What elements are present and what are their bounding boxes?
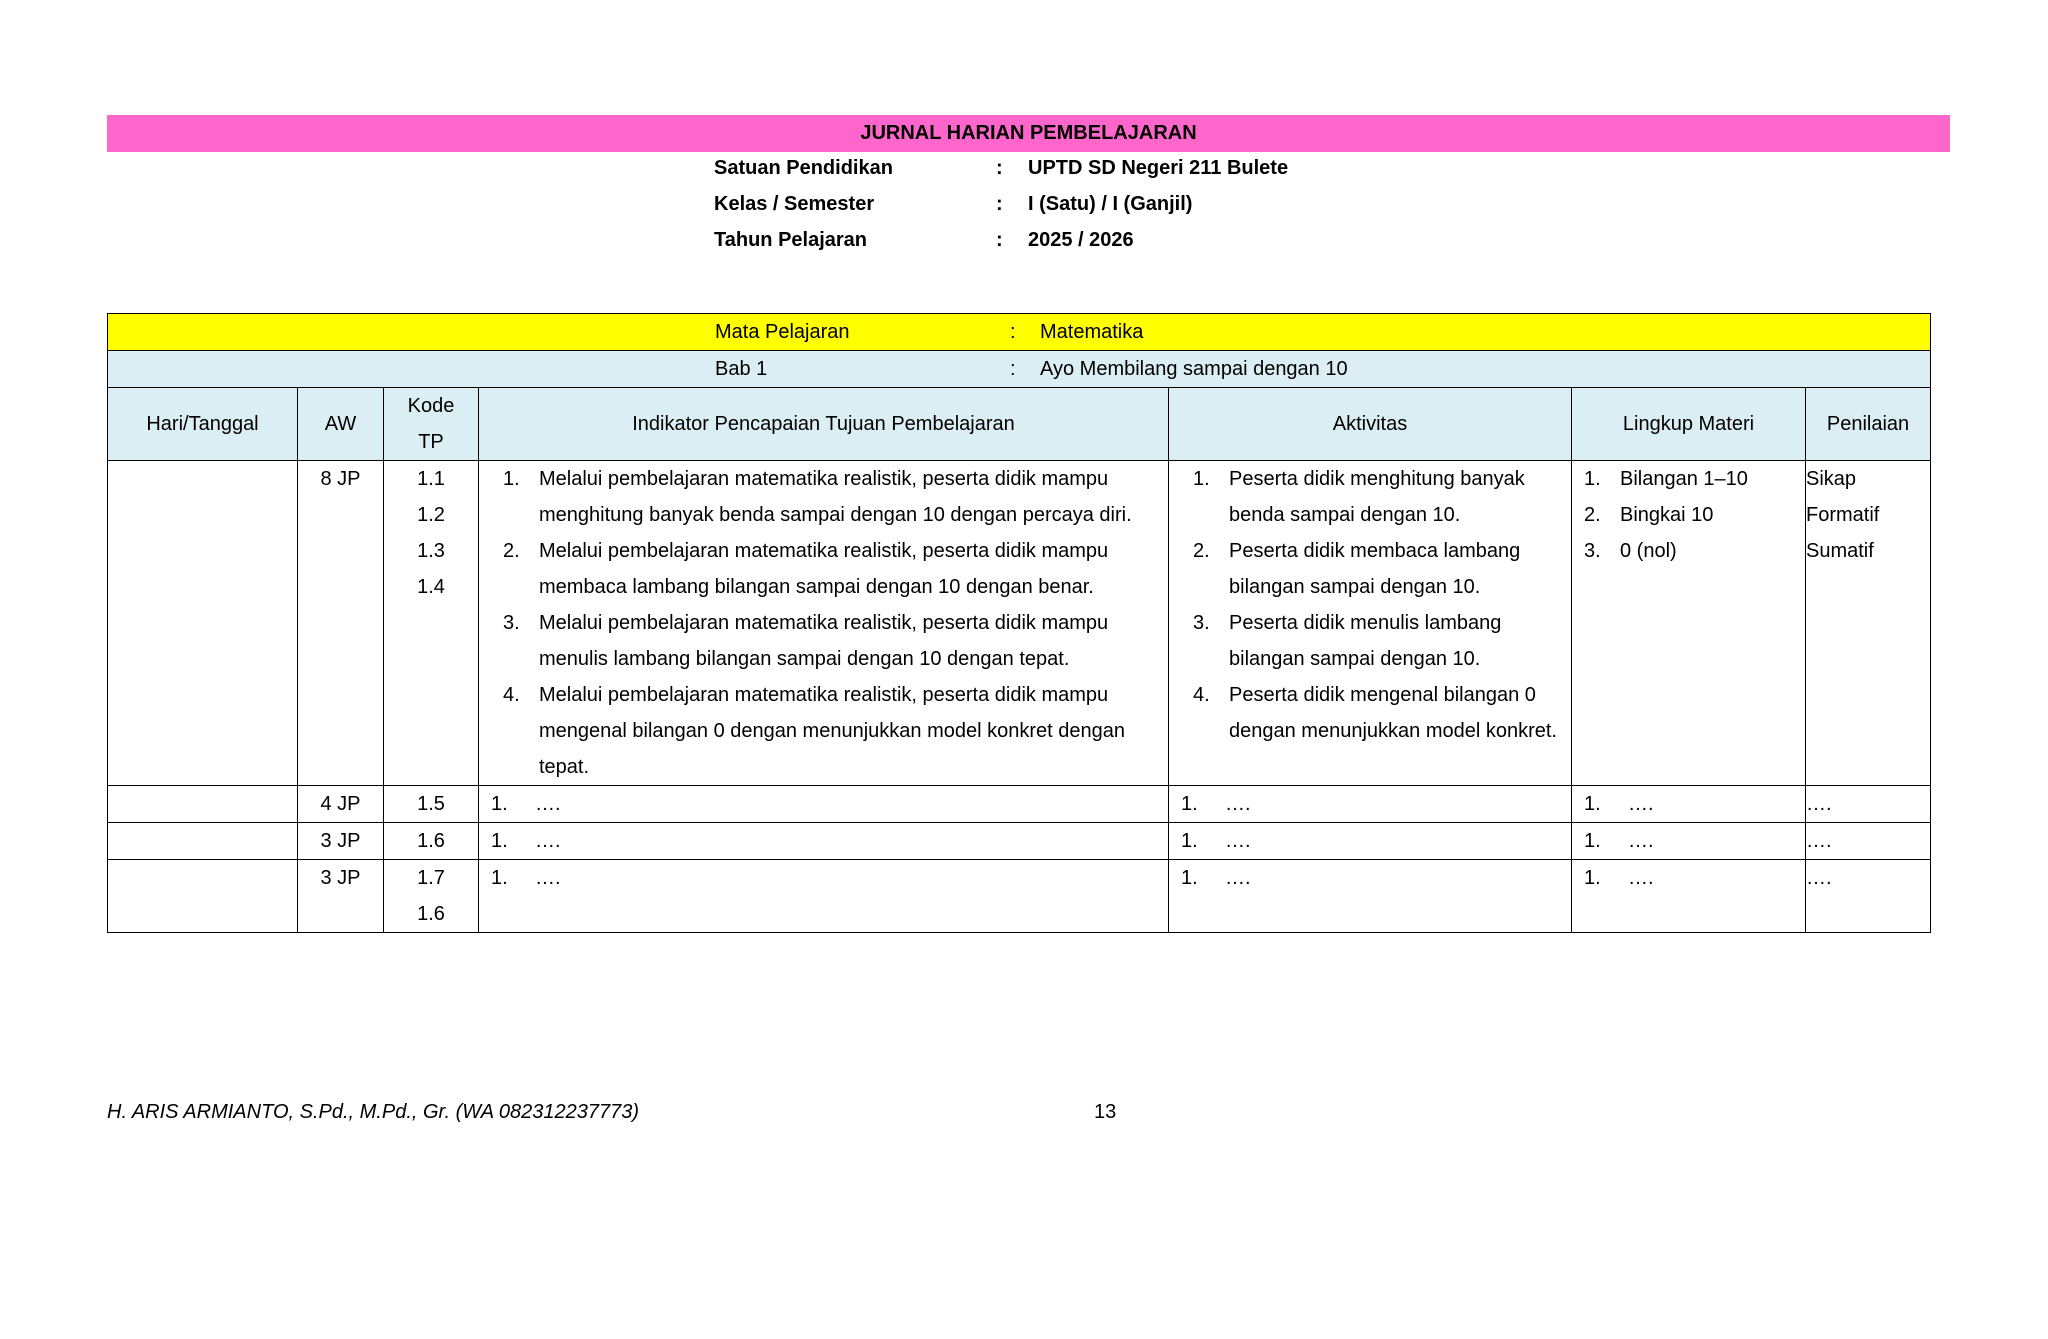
cell-hari [108, 823, 298, 860]
cell-aw: 8 JP [298, 461, 384, 786]
kode-value: 1.7 [417, 867, 445, 889]
cell-lingkup: 1. …. [1572, 823, 1806, 860]
chapter-colon: : [1010, 358, 1016, 380]
cell-aktivitas [1169, 461, 1572, 786]
list-item: 1. Bilangan 1–10 [1584, 468, 1748, 490]
chapter-label: Bab 1 [715, 358, 768, 380]
meta-row-kelas [714, 186, 1288, 222]
cell-hari [108, 786, 298, 823]
cell-penilaian: …. [1806, 786, 1931, 823]
chapter-row [108, 351, 1931, 388]
meta-row-satuan [714, 150, 1288, 186]
cell-lingkup: 1. …. [1572, 860, 1806, 933]
kode-value: 1.6 [417, 903, 445, 925]
column-header-row [108, 388, 1931, 461]
header-kode-line2: TP [418, 431, 444, 453]
subject-value: Matematika [1040, 321, 1144, 343]
meta-label: Satuan Pendidikan [714, 157, 893, 179]
header-kode [384, 388, 479, 461]
cell-kode [384, 461, 479, 786]
cell-aw: 3 JP [298, 860, 384, 933]
header-kode-line1: Kode [407, 395, 455, 417]
cell-hari [108, 461, 298, 786]
cell-indikator [479, 461, 1169, 786]
kode-value: 1.2 [417, 504, 445, 526]
list-item: 3. 0 (nol) [1584, 540, 1677, 562]
page-number: 13 [1094, 1101, 1117, 1123]
cell-aktivitas: 1. …. [1169, 860, 1572, 933]
header-lingkup: Lingkup Materi [1572, 388, 1806, 461]
kode-value: 1.6 [417, 830, 445, 852]
table-row [108, 461, 1931, 786]
list-item: 3. Peserta didik menulis lambang bilangan sampai dengan 10. [1193, 612, 1502, 670]
table-row [108, 860, 1931, 933]
subject-colon: : [1010, 321, 1016, 343]
cell-aw: 4 JP [298, 786, 384, 823]
cell-hari [108, 860, 298, 933]
cell-kode [384, 786, 479, 823]
list-item: 1. Melalui pembelajaran matematika realistik, peserta didik mampu menghitung banyak benda sampai dengan 10 dengan percaya diri. [503, 468, 1132, 526]
kode-value: 1.3 [417, 540, 445, 562]
list-item: 1. Peserta didik menghitung banyak benda sampai dengan 10. [1193, 468, 1525, 526]
kode-value: 1.5 [417, 793, 445, 815]
kode-value: 1.1 [417, 468, 445, 490]
penilaian-item: Sikap [1806, 468, 1857, 490]
cell-aw: 3 JP [298, 823, 384, 860]
cell-lingkup: 1. …. [1572, 786, 1806, 823]
meta-value: UPTD SD Negeri 211 Bulete [1028, 157, 1289, 179]
meta-value: 2025 / 2026 [1028, 229, 1134, 251]
meta-label: Kelas / Semester [714, 193, 875, 215]
cell-penilaian: …. [1806, 860, 1931, 933]
list-item: 2. Bingkai 10 [1584, 504, 1714, 526]
subject-row [108, 314, 1931, 351]
header-aktivitas: Aktivitas [1169, 388, 1572, 461]
kode-value: 1.4 [417, 576, 445, 598]
school-info [714, 150, 1288, 258]
cell-aktivitas: 1. …. [1169, 823, 1572, 860]
footer-author: H. ARIS ARMIANTO, S.Pd., M.Pd., Gr. (WA 082312237773) [107, 1101, 640, 1123]
meta-colon: : [996, 193, 1003, 215]
cell-kode [384, 823, 479, 860]
cell-indikator: 1. …. [479, 786, 1169, 823]
meta-value: I (Satu) / I (Ganjil) [1028, 193, 1193, 215]
cell-penilaian: …. [1806, 823, 1931, 860]
meta-row-tahun [714, 222, 1288, 258]
meta-colon: : [996, 229, 1003, 251]
cell-indikator: 1. …. [479, 823, 1169, 860]
header-penilaian: Penilaian [1806, 388, 1931, 461]
chapter-value: Ayo Membilang sampai dengan 10 [1040, 358, 1348, 380]
cell-kode [384, 860, 479, 933]
header-aw: AW [298, 388, 384, 461]
meta-colon: : [996, 157, 1003, 179]
cell-penilaian [1806, 461, 1931, 786]
header-indikator: Indikator Pencapaian Tujuan Pembelajaran [479, 388, 1169, 461]
table-row [108, 786, 1931, 823]
penilaian-item: Formatif [1806, 504, 1880, 526]
list-item: 4. Peserta didik mengenal bilangan 0 dengan menunjukkan model konkret. [1193, 684, 1557, 742]
list-item: 2. Melalui pembelajaran matematika realistik, peserta didik mampu membaca lambang bilangan sampai dengan 10 dengan benar. [503, 540, 1109, 598]
list-item: 4. Melalui pembelajaran matematika realistik, peserta didik mampu mengenal bilangan 0 dengan menunjukkan model konkret dengan tepat. [503, 684, 1125, 778]
list-item: 3. Melalui pembelajaran matematika realistik, peserta didik mampu menulis lambang bilangan sampai dengan 10 dengan tepat. [503, 612, 1109, 670]
header-hari: Hari/Tanggal [108, 388, 298, 461]
document-title: JURNAL HARIAN PEMBELAJARAN [107, 115, 1950, 152]
subject-label: Mata Pelajaran [715, 321, 850, 343]
journal-table [107, 313, 1931, 933]
penilaian-item: Sumatif [1806, 540, 1874, 562]
meta-label: Tahun Pelajaran [714, 229, 868, 251]
table-row [108, 823, 1931, 860]
cell-aktivitas: 1. …. [1169, 786, 1572, 823]
cell-indikator: 1. …. [479, 860, 1169, 933]
cell-lingkup [1572, 461, 1806, 786]
list-item: 2. Peserta didik membaca lambang bilangan sampai dengan 10. [1193, 540, 1521, 598]
